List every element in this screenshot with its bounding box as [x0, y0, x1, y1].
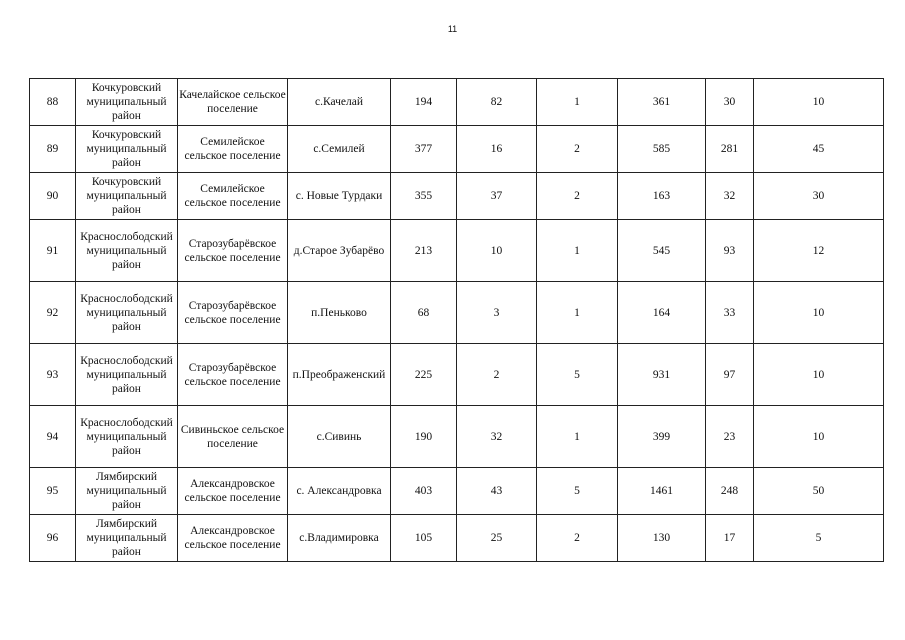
table-row: [30, 515, 884, 562]
value-cell-4: 585: [618, 126, 706, 173]
value-cell-2: 32: [457, 406, 537, 468]
village-cell: п.Преображенский: [288, 344, 391, 406]
district-cell: Кочкуровский муниципальный район: [76, 79, 178, 126]
district-cell: Кочкуровский муниципальный район: [76, 173, 178, 220]
district-cell: Краснослободский муниципальный район: [76, 220, 178, 282]
value-cell-1: 225: [391, 344, 457, 406]
row-number: 88: [30, 79, 76, 126]
table-row: [30, 126, 884, 173]
settlement-cell: Александровское сельское поселение: [178, 468, 288, 515]
settlement-cell: Старозубарёвское сельское поселение: [178, 220, 288, 282]
value-cell-3: 1: [537, 220, 618, 282]
value-cell-1: 105: [391, 515, 457, 562]
value-cell-6: 10: [754, 344, 884, 406]
page-number: 11: [447, 24, 458, 34]
value-cell-6: 10: [754, 79, 884, 126]
value-cell-1: 213: [391, 220, 457, 282]
value-cell-5: 33: [706, 282, 754, 344]
value-cell-4: 361: [618, 79, 706, 126]
settlement-cell: Александровское сельское поселение: [178, 515, 288, 562]
settlement-cell: Семилейское сельское поселение: [178, 173, 288, 220]
value-cell-2: 37: [457, 173, 537, 220]
value-cell-3: 1: [537, 282, 618, 344]
table-row: [30, 406, 884, 468]
value-cell-2: 2: [457, 344, 537, 406]
value-cell-3: 1: [537, 79, 618, 126]
settlement-cell: Семилейское сельское поселение: [178, 126, 288, 173]
value-cell-6: 10: [754, 282, 884, 344]
village-cell: с.Владимировка: [288, 515, 391, 562]
value-cell-6: 30: [754, 173, 884, 220]
table-row: [30, 173, 884, 220]
value-cell-1: 68: [391, 282, 457, 344]
row-number: 91: [30, 220, 76, 282]
village-cell: с. Александровка: [288, 468, 391, 515]
village-cell: с.Качелай: [288, 79, 391, 126]
value-cell-4: 130: [618, 515, 706, 562]
settlement-cell: Качелайское сельское поселение: [178, 79, 288, 126]
table-row: [30, 282, 884, 344]
value-cell-2: 43: [457, 468, 537, 515]
row-number: 95: [30, 468, 76, 515]
value-cell-4: 399: [618, 406, 706, 468]
value-cell-3: 2: [537, 515, 618, 562]
value-cell-1: 377: [391, 126, 457, 173]
table-row: [30, 79, 884, 126]
district-cell: Лямбирский муниципальный район: [76, 515, 178, 562]
value-cell-4: 545: [618, 220, 706, 282]
value-cell-2: 10: [457, 220, 537, 282]
value-cell-4: 164: [618, 282, 706, 344]
value-cell-6: 5: [754, 515, 884, 562]
district-cell: Кочкуровский муниципальный район: [76, 126, 178, 173]
value-cell-5: 30: [706, 79, 754, 126]
district-cell: Лямбирский муниципальный район: [76, 468, 178, 515]
village-cell: с. Новые Турдаки: [288, 173, 391, 220]
value-cell-3: 5: [537, 468, 618, 515]
table-row: [30, 344, 884, 406]
value-cell-1: 190: [391, 406, 457, 468]
settlements-table: [29, 78, 884, 562]
value-cell-2: 82: [457, 79, 537, 126]
value-cell-1: 355: [391, 173, 457, 220]
settlement-cell: Сивиньское сельское поселение: [178, 406, 288, 468]
value-cell-2: 16: [457, 126, 537, 173]
value-cell-3: 2: [537, 173, 618, 220]
value-cell-3: 1: [537, 406, 618, 468]
row-number: 92: [30, 282, 76, 344]
value-cell-5: 248: [706, 468, 754, 515]
value-cell-5: 17: [706, 515, 754, 562]
value-cell-2: 3: [457, 282, 537, 344]
settlement-cell: Старозубарёвское сельское поселение: [178, 344, 288, 406]
village-cell: д.Старое Зубарёво: [288, 220, 391, 282]
value-cell-4: 1461: [618, 468, 706, 515]
value-cell-3: 2: [537, 126, 618, 173]
value-cell-6: 50: [754, 468, 884, 515]
value-cell-4: 163: [618, 173, 706, 220]
row-number: 96: [30, 515, 76, 562]
value-cell-6: 12: [754, 220, 884, 282]
row-number: 93: [30, 344, 76, 406]
village-cell: с.Семилей: [288, 126, 391, 173]
value-cell-5: 32: [706, 173, 754, 220]
district-cell: Краснослободский муниципальный район: [76, 344, 178, 406]
value-cell-2: 25: [457, 515, 537, 562]
value-cell-5: 93: [706, 220, 754, 282]
value-cell-1: 194: [391, 79, 457, 126]
row-number: 94: [30, 406, 76, 468]
district-cell: Краснослободский муниципальный район: [76, 406, 178, 468]
value-cell-6: 45: [754, 126, 884, 173]
value-cell-3: 5: [537, 344, 618, 406]
village-cell: с.Сивинь: [288, 406, 391, 468]
settlement-cell: Старозубарёвское сельское поселение: [178, 282, 288, 344]
row-number: 90: [30, 173, 76, 220]
value-cell-1: 403: [391, 468, 457, 515]
district-cell: Краснослободский муниципальный район: [76, 282, 178, 344]
table-row: [30, 220, 884, 282]
value-cell-4: 931: [618, 344, 706, 406]
table-row: [30, 468, 884, 515]
value-cell-6: 10: [754, 406, 884, 468]
village-cell: п.Пеньково: [288, 282, 391, 344]
value-cell-5: 97: [706, 344, 754, 406]
value-cell-5: 23: [706, 406, 754, 468]
row-number: 89: [30, 126, 76, 173]
value-cell-5: 281: [706, 126, 754, 173]
